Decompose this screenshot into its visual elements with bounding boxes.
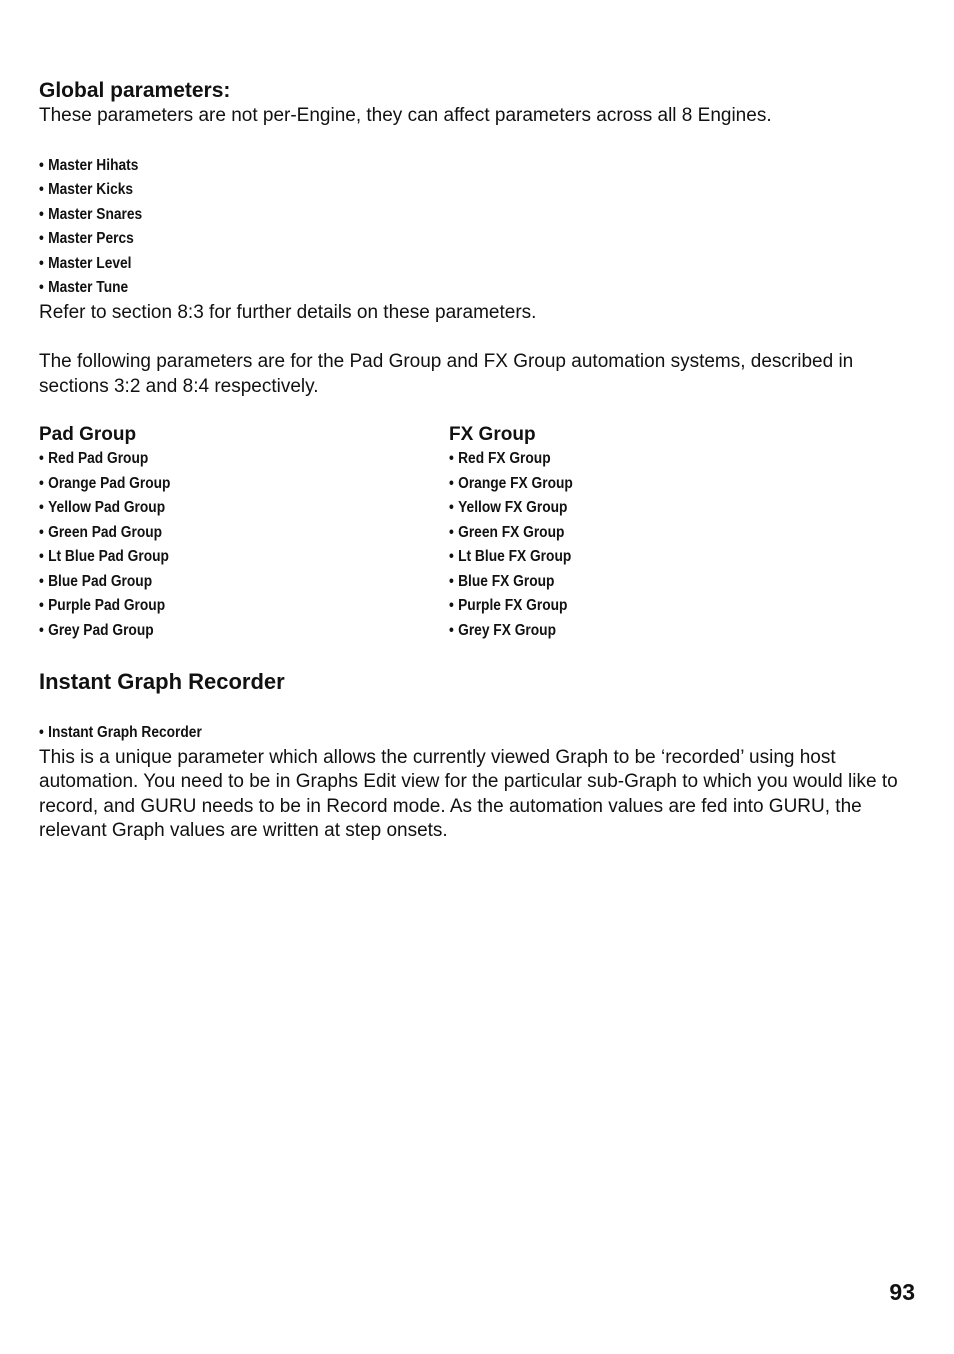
following-paragraph: The following parameters are for the Pad Group and FX Group automation systems, described in sections 3:2 and 8:4 respectively. [39,351,854,397]
list-item: • Green Pad Group [39,521,392,546]
pad-group-list [39,447,449,643]
list-item: • Master Level [39,252,796,277]
page-content [39,78,919,844]
instant-graph-recorder-description: This is a unique parameter which allows the currently viewed Graph to be ‘recorded’ using host automation. You need to be in Graphs Edit view for the particular sub-Graph to which you would like to record, and GURU needs to be in Record mode. As the automation values are fed into GURU, the relevant Graph values are written at step onsets. [39,746,898,841]
group-columns [39,423,919,643]
fx-group-heading: FX Group [449,424,536,445]
list-item: • Master Kicks [39,178,796,203]
list-item: • Red Pad Group [39,447,392,472]
list-item: • Master Snares [39,203,796,228]
list-item: • Orange FX Group [449,472,802,497]
list-item: • Master Hihats [39,154,796,179]
list-item: • Grey FX Group [449,619,802,644]
global-parameters-heading: Global parameters: [39,79,231,102]
list-item: • Grey Pad Group [39,619,392,644]
instant-graph-recorder-heading: Instant Graph Recorder [39,669,285,694]
list-item: • Blue FX Group [449,570,802,595]
fx-group-list [449,447,859,643]
global-intro: These parameters are not per-Engine, they can affect parameters across all 8 Engines. [39,105,772,126]
list-item: • Purple FX Group [449,594,802,619]
refer-paragraph: Refer to section 8:3 for further details on these parameters. [39,301,537,323]
list-item: • Purple Pad Group [39,594,392,619]
page-number: 93 [889,1279,915,1305]
instant-graph-recorder-list [39,721,919,746]
list-item: • Master Tune [39,276,796,301]
list-item: • Orange Pad Group [39,472,392,497]
fx-group-column [449,423,859,643]
list-item: • Instant Graph Recorder [39,721,796,746]
list-item: • Blue Pad Group [39,570,392,595]
pad-group-column [39,423,449,643]
list-item: • Lt Blue Pad Group [39,545,392,570]
list-item: • Green FX Group [449,521,802,546]
pad-group-heading: Pad Group [39,424,137,445]
list-item: • Master Percs [39,227,796,252]
global-parameter-list [39,154,919,301]
list-item: • Yellow Pad Group [39,496,392,521]
list-item: • Yellow FX Group [449,496,802,521]
list-item: • Lt Blue FX Group [449,545,802,570]
list-item: • Red FX Group [449,447,802,472]
